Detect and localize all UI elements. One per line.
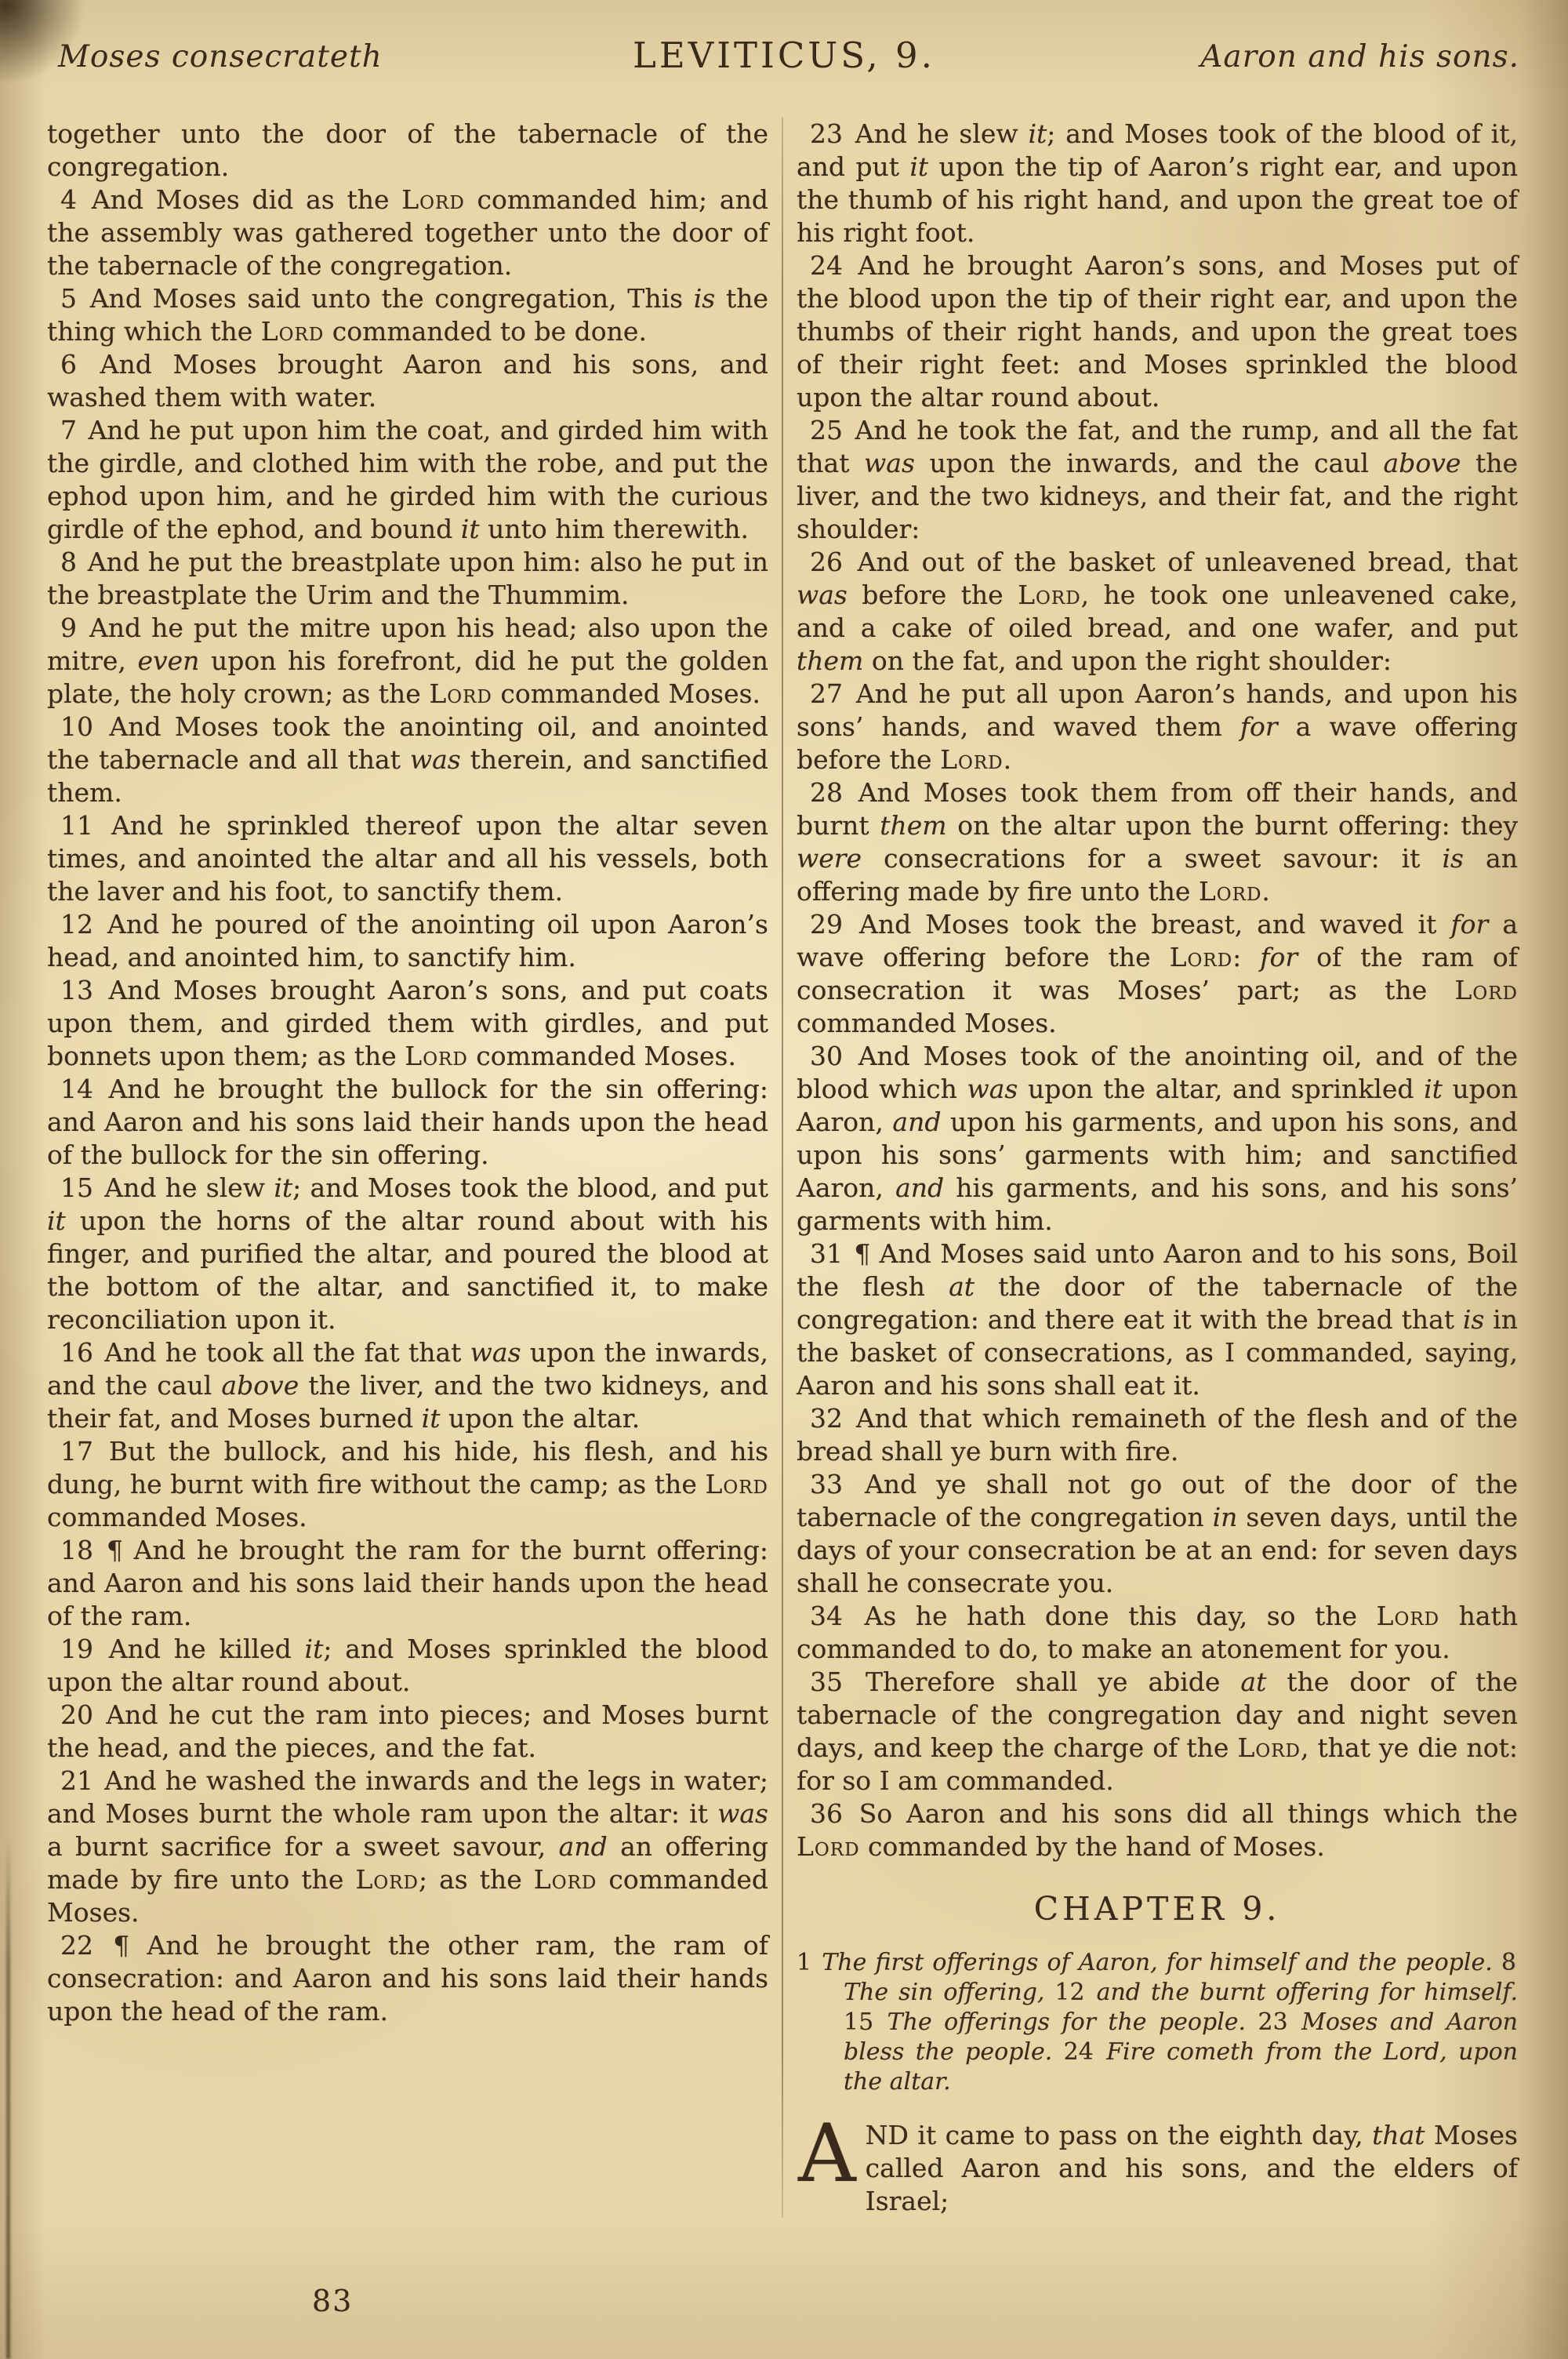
verse-28: 28 And Moses took them from off their hands, and burnt them on the altar upon the burnt offering: they were consecrations for a sweet savour: it is an offering made by fire unto the Lord.	[797, 777, 1518, 907]
page-number: 83	[312, 2284, 354, 2318]
summary-verse-ref: 8	[1501, 1949, 1516, 1976]
verse-number: 15	[60, 1172, 93, 1203]
page-title: LEVITICUS, 9.	[633, 35, 935, 76]
chapter-summary: 1 The first offerings of Aaron, for himself and the people. 8 The sin offering, 12 and the burnt offering for himself. 15 The offerings for the people. 23 Moses and Aaron bless the people. 24 Fire cometh from the Lord, upon the altar.	[797, 1949, 1519, 2095]
lord-smallcaps: Lord	[1169, 942, 1233, 972]
verse-number: 16	[60, 1337, 93, 1368]
verse-number: 9	[60, 612, 77, 643]
drop-cap: A	[798, 2107, 856, 2201]
lord-smallcaps: Lord	[1237, 1732, 1301, 1763]
verse-33: 33 And ye shall not go out of the door of the tabernacle of the congregation in seven days, until the days of your consecration be at an end: for seven days shall he consecrate you.	[797, 1469, 1518, 1598]
verse-10: 10 And Moses took the anointing oil, and anointed the tabernacle and all that was therein, and sanctified them.	[47, 711, 768, 808]
verse-22: 22 ¶ And he brought the other ram, the ram of consecration: and Aaron and his sons laid their hands upon the head of the ram.	[47, 1930, 768, 2026]
summary-verse-ref: 1	[797, 1949, 812, 1976]
lord-smallcaps: Lord	[355, 1864, 419, 1895]
verse-21: 21 And he washed the inwards and the legs in water; and Moses burnt the whole ram upon the altar: it was a burnt sacrifice for a sweet savour, and an offering made by fire unto the Lord; as the Lord commanded Moses.	[47, 1765, 768, 1928]
summary-verse-ref: 12	[1054, 1979, 1085, 2006]
verse-number: 29	[810, 909, 843, 940]
verse-32: 32 And that which remaineth of the flesh and of the bread shall ye burn with fire.	[797, 1403, 1518, 1467]
lord-smallcaps: Lord	[260, 316, 325, 347]
verse-number: 32	[810, 1403, 843, 1434]
verse-number: 14	[60, 1074, 93, 1104]
right-column	[797, 118, 1518, 2218]
verse-number: 12	[60, 909, 93, 940]
verse-24: 24 And he brought Aaron’s sons, and Moses put of the blood upon the tip of their right ear, and upon the thumbs of their right hands, and upon the great toes of their right feet: and Moses sprinkled the blood upon the altar round about.	[797, 250, 1518, 413]
verse-number: 35	[810, 1667, 843, 1697]
verse-number: 22	[60, 1930, 93, 1961]
verse-25: 25 And he took the fat, and the rump, and all the fat that was upon the inwards, and the caul above the liver, and the two kidneys, and their fat, and the right shoulder:	[797, 415, 1518, 544]
verse-number: 28	[810, 777, 843, 808]
page-edge-shadow	[6, 1835, 10, 2359]
chapter-opening-verse: AND it came to pass on the eighth day, that Moses called Aaron and his sons, and the elders of Israel;	[798, 2107, 1518, 2216]
lord-smallcaps: Lord	[940, 744, 1004, 775]
verse-number: 24	[810, 250, 843, 281]
verse-19: 19 And he killed it; and Moses sprinkled the blood upon the altar round about.	[47, 1634, 769, 1697]
summary-verse-ref: 15	[844, 2008, 874, 2036]
verse-35: 35 Therefore shall ye abide at the door of the tabernacle of the congregation day and night seven days, and keep the charge of the Lord, that ye die not: for so I am commanded.	[797, 1667, 1518, 1796]
verse-number: 25	[810, 415, 843, 445]
chapter-heading: CHAPTER 9.	[1033, 1890, 1281, 1928]
verse-number: 4	[60, 184, 77, 215]
verse-20: 20 And he cut the ram into pieces; and Moses burnt the head, and the pieces, and the fat.	[47, 1699, 768, 1763]
verse-number: 18	[60, 1535, 93, 1565]
verse-31: 31 ¶ And Moses said unto Aaron and to his sons, Boil the flesh at the door of the tabernacle of the congregation: and there eat it with the bread that is in the basket of consecrations, as I commanded, saying, Aaron and his sons shall eat it.	[797, 1238, 1518, 1401]
lord-smallcaps: Lord	[533, 1864, 597, 1895]
running-head-left: Moses consecrateth	[58, 39, 383, 75]
verse-number: 13	[60, 975, 93, 1005]
verse-5: 5 And Moses said unto the congregation, This is the thing which the Lord commanded to be done.	[47, 283, 768, 347]
verse-number: 36	[810, 1798, 843, 1829]
lord-smallcaps: Lord	[405, 1041, 468, 1071]
verse-number: 31	[810, 1238, 843, 1269]
verse-number: 34	[810, 1601, 843, 1631]
lord-smallcaps: Lord	[705, 1469, 768, 1499]
verse-7: 7 And he put upon him the coat, and girded him with the girdle, and clothed him with the robe, and put the ephod upon him, and he girded him with the curious girdle of the ephod, and bound it unto him therewith.	[47, 415, 768, 544]
verse-17: 17 But the bullock, and his hide, his flesh, and his dung, he burnt with fire without the camp; as the Lord commanded Moses.	[47, 1436, 768, 1532]
verse-30: 30 And Moses took of the anointing oil, and of the blood which was upon the altar, and sprinkled it upon Aaron, and upon his garments, and upon his sons, and upon his sons’ garments with him; and sanctified Aaron, and his garments, and his sons, and his sons’ garments with him.	[797, 1041, 1519, 1236]
verse-12: 12 And he poured of the anointing oil upon Aaron’s head, and anointed him, to sanctify him.	[47, 909, 768, 972]
lord-smallcaps: Lord	[797, 1831, 860, 1862]
verse-number: 11	[60, 810, 93, 841]
verse-4: 4 And Moses did as the Lord commanded him; and the assembly was gathered together unto the door of the tabernacle of the congregation.	[47, 184, 768, 281]
verse-8: 8 And he put the breastplate upon him: also he put in the breastplate the Urim and the Thummim.	[47, 547, 768, 610]
verse-26: 26 And out of the basket of unleavened bread, that was before the Lord, he took one unleavened cake, and a cake of oiled bread, and one wafer, and put them on the fat, and upon the right shoulder:	[797, 547, 1518, 676]
verse-18: 18 ¶ And he brought the ram for the burnt offering: and Aaron and his sons laid their hands upon the head of the ram.	[47, 1535, 768, 1631]
summary-verse-ref: 24	[1063, 2038, 1094, 2066]
verse-number: 23	[810, 118, 843, 149]
verse-number: 6	[60, 349, 77, 380]
verse-29: 29 And Moses took the breast, and waved it for a wave offering before the Lord: for of the ram of consecration it was Moses’ part; as the Lord commanded Moses.	[797, 909, 1518, 1038]
verse-number: 10	[60, 711, 93, 742]
lord-smallcaps: Lord	[1198, 876, 1262, 907]
verse-14: 14 And he brought the bullock for the sin offering: and Aaron and his sons laid their hands upon the head of the bullock for the sin offering.	[47, 1074, 768, 1170]
lord-smallcaps: Lord	[429, 678, 492, 709]
verse-13: 13 And Moses brought Aaron’s sons, and put coats upon them, and girded them with girdles, and put bonnets upon them; as the Lord commanded Moses.	[47, 975, 768, 1071]
lord-smallcaps: Lord	[401, 184, 465, 215]
verse-6: 6 And Moses brought Aaron and his sons, and washed them with water.	[47, 349, 768, 413]
verse-number: 5	[60, 283, 77, 314]
left-column	[47, 118, 768, 2218]
verse-23: 23 And he slew it; and Moses took of the blood of it, and put it upon the tip of Aaron’s right ear, and upon the thumb of his right hand, and upon the great toe of his right foot.	[797, 118, 1518, 248]
text-columns	[47, 118, 1518, 2218]
verse-15: 15 And he slew it; and Moses took the blood, and put it upon the horns of the altar round about with his finger, and purified the altar, and poured the blood at the bottom of the altar, and sanctified it, to make reconciliation upon it.	[47, 1172, 768, 1335]
verse-11: 11 And he sprinkled thereof upon the altar seven times, and anointed the altar and all his vessels, both the laver and his foot, to sanctify them.	[47, 810, 768, 907]
verse-number: 21	[60, 1765, 93, 1796]
column-divider	[782, 118, 783, 2218]
verse-number: 26	[810, 547, 843, 577]
lord-smallcaps: Lord	[1454, 975, 1518, 1005]
verse-number: 30	[810, 1041, 843, 1071]
lord-smallcaps: Lord	[1018, 580, 1081, 610]
verse-number: 27	[810, 678, 843, 709]
verse-34: 34 As he hath done this day, so the Lord hath commanded to do, to make an atonement for you.	[797, 1601, 1519, 1664]
verse-number: 8	[60, 547, 77, 577]
verse-9: 9 And he put the mitre upon his head; also upon the mitre, even upon his forefront, did he put the golden plate, the holy crown; as the Lord commanded Moses.	[47, 612, 768, 709]
verse-number: 17	[60, 1436, 93, 1467]
running-head	[0, 35, 1568, 89]
verse-27: 27 And he put all upon Aaron’s hands, and upon his sons’ hands, and waved them for a wave offering before the Lord.	[797, 678, 1518, 775]
summary-verse-ref: 23	[1258, 2008, 1288, 2036]
verse-36: 36 So Aaron and his sons did all things which the Lord commanded by the hand of Moses.	[797, 1798, 1518, 1862]
verse-number: 19	[60, 1634, 93, 1664]
verse-number: 33	[810, 1469, 843, 1499]
lord-smallcaps: Lord	[1376, 1601, 1440, 1631]
verse-number: 20	[60, 1699, 93, 1730]
verse-number: 7	[60, 415, 77, 445]
verse-16: 16 And he took all the fat that was upon the inwards, and the caul above the liver, and the two kidneys, and their fat, and Moses burned it upon the altar.	[47, 1337, 768, 1434]
running-head-right: Aaron and his sons.	[1200, 39, 1519, 75]
verse-continuation: together unto the door of the tabernacle of the congregation.	[47, 118, 768, 182]
